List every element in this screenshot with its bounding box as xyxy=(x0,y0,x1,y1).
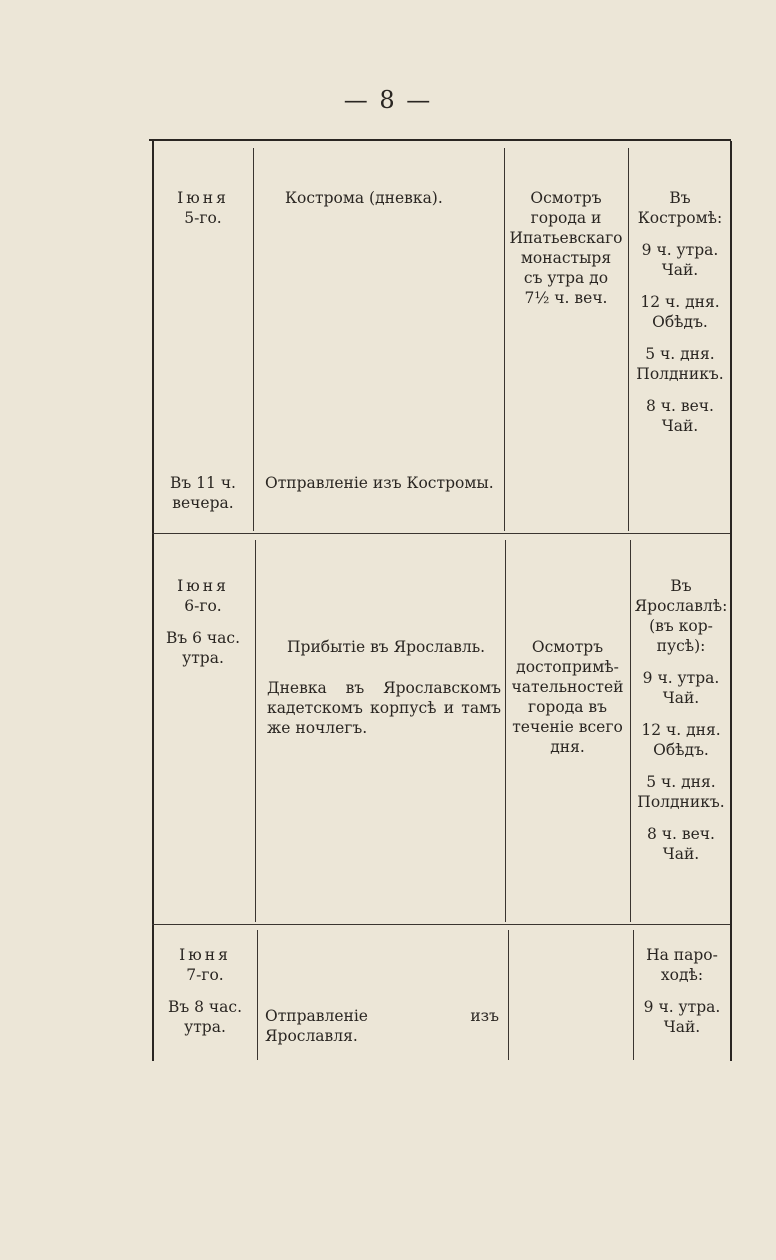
table-left-border xyxy=(152,141,154,1061)
meal-time: 9 ч. утра. xyxy=(643,998,721,1016)
column-divider xyxy=(257,930,258,1060)
date-month: Іюня xyxy=(177,189,229,207)
table-top-rule xyxy=(149,139,731,141)
row-divider xyxy=(152,533,730,534)
meals-header-line: Костромѣ: xyxy=(637,209,723,227)
activity-line: чательностей xyxy=(511,678,624,696)
activity-line: съ утра до xyxy=(523,269,609,287)
date-cell xyxy=(155,576,251,668)
activity-line: Ипатьевскаго xyxy=(509,229,623,247)
meals-header-line: (въ кор- xyxy=(649,617,713,635)
meals-header-line: пусѣ): xyxy=(656,637,706,655)
stay-cell: Дневка въ Ярославскомъ кадетскомъ корпусѣ и тамъ же ночлегъ. xyxy=(267,679,501,737)
time-line: Въ 6 час. xyxy=(165,629,241,647)
meal-name: Полдникъ. xyxy=(637,793,725,811)
place-cell: Кострома (дневка). xyxy=(285,189,443,207)
time-line: вечера. xyxy=(172,494,234,512)
activity-cell xyxy=(507,637,628,757)
column-divider xyxy=(505,540,506,922)
activity-line: Осмотръ xyxy=(530,189,602,207)
meals-cell xyxy=(630,188,730,436)
meal-name: Полдникъ. xyxy=(636,365,724,383)
meal-name: Чай. xyxy=(661,417,699,435)
column-divider xyxy=(504,148,505,531)
time-line: утра. xyxy=(182,649,224,667)
meals-header-line: Ярославлѣ: xyxy=(634,597,728,615)
activity-line: монастыря xyxy=(520,249,612,267)
date-month: Іюня xyxy=(179,946,231,964)
meal-time: 12 ч. дня. xyxy=(641,721,721,739)
event-cell: Отправленіе изъ Ярославля. xyxy=(265,1007,499,1045)
meal-name: Чай. xyxy=(663,1018,701,1036)
meal-name: Чай. xyxy=(661,261,699,279)
time-line: Въ 8 час. xyxy=(167,998,243,1016)
meal-time: 12 ч. дня. xyxy=(640,293,720,311)
meal-name: Обѣдъ. xyxy=(653,741,709,759)
meal-time: 9 ч. утра. xyxy=(641,241,719,259)
activity-line: 7½ ч. веч. xyxy=(524,289,608,307)
meals-header-line: Въ xyxy=(669,189,691,207)
meals-cell xyxy=(634,945,730,1037)
meals-header-line: На паро- xyxy=(646,946,718,964)
meals-cell xyxy=(631,576,731,864)
row-divider xyxy=(152,924,730,925)
activity-line: теченіе всего xyxy=(512,718,623,736)
meal-time: 8 ч. веч. xyxy=(647,825,715,843)
date-cell xyxy=(155,188,251,228)
column-divider xyxy=(255,540,256,922)
column-divider xyxy=(508,930,509,1060)
date-day: 5-го. xyxy=(184,209,222,227)
column-divider xyxy=(253,148,254,531)
time-line: утра. xyxy=(184,1018,226,1036)
date-day: 6-го. xyxy=(184,597,222,615)
meals-header-line: ходѣ: xyxy=(660,966,704,984)
meals-header-line: Въ xyxy=(670,577,692,595)
meal-time: 8 ч. веч. xyxy=(646,397,714,415)
meal-name: Чай. xyxy=(662,845,700,863)
activity-line: города и xyxy=(530,209,602,227)
meal-time: 9 ч. утра. xyxy=(642,669,720,687)
activity-line: дня. xyxy=(550,738,585,756)
activity-line: Осмотръ xyxy=(531,638,604,656)
activity-cell xyxy=(506,188,626,308)
time-cell xyxy=(155,473,251,513)
meal-time: 5 ч. дня. xyxy=(645,345,715,363)
time-line: Въ 11 ч. xyxy=(169,474,236,492)
page-number: — 8 — xyxy=(343,86,433,114)
arrival-cell: Прибытіе въ Ярославль. xyxy=(287,638,486,656)
activity-line: города въ xyxy=(527,698,607,716)
event-cell: Отправленіе изъ Костромы. xyxy=(265,474,494,492)
meal-time: 5 ч. дня. xyxy=(646,773,716,791)
activity-line: достопримѣ- xyxy=(516,658,619,676)
date-day: 7-го. xyxy=(186,966,224,984)
date-cell xyxy=(155,945,255,1037)
date-month: Іюня xyxy=(177,577,229,595)
column-divider xyxy=(628,148,629,531)
meal-name: Чай. xyxy=(662,689,700,707)
meal-name: Обѣдъ. xyxy=(652,313,708,331)
